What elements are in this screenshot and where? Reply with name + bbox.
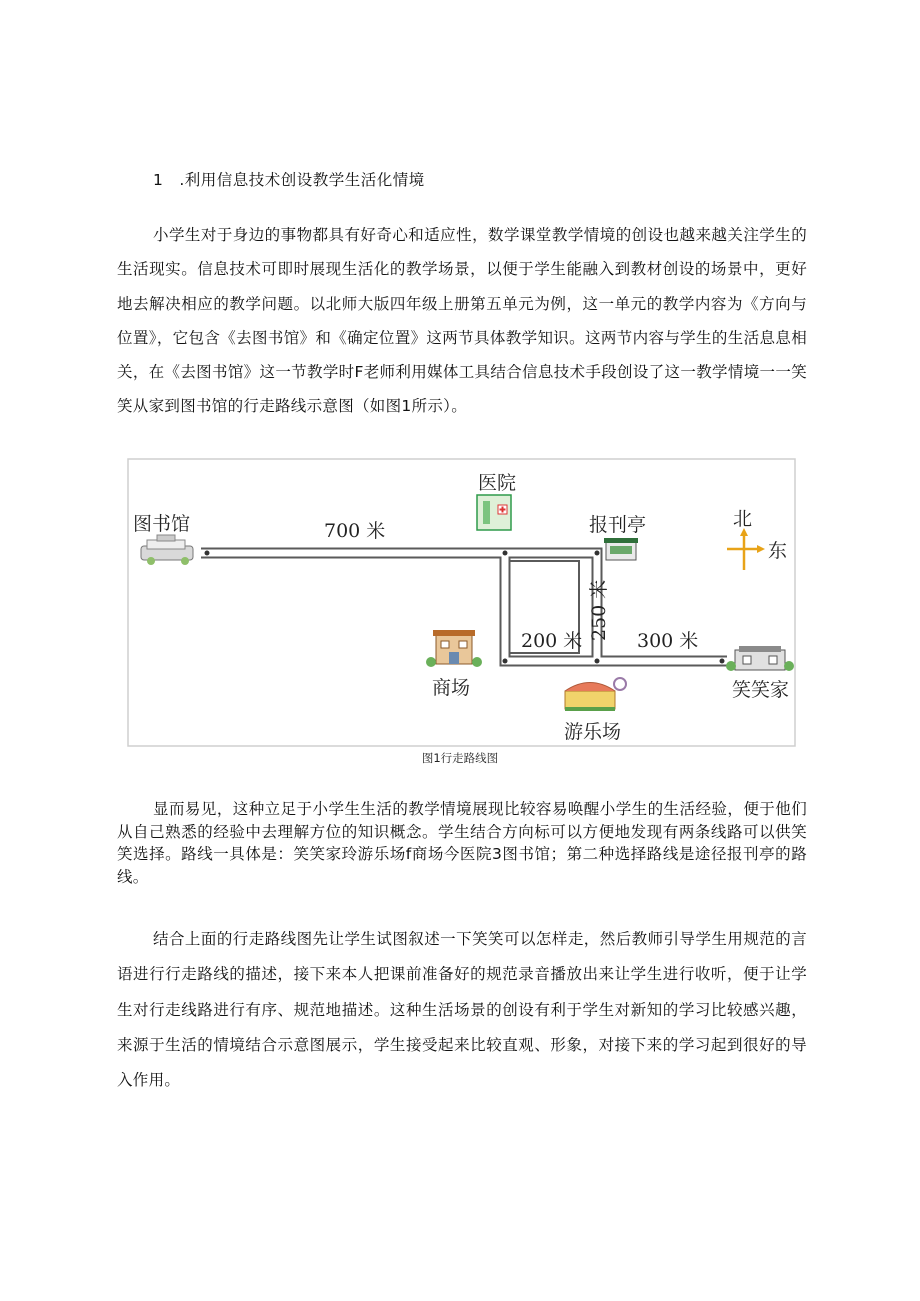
label-hospital: 医院 xyxy=(478,472,517,494)
library-icon xyxy=(141,535,193,565)
home-icon xyxy=(726,646,794,671)
section-heading: 1 .利用信息技术创设教学生活化情境 xyxy=(153,171,425,189)
hospital-icon xyxy=(477,495,511,530)
paragraph-analysis: 显而易见，这种立足于小学生生活的教学情境展现比较容易唤醒小学生的生活经验，便于他们从自己熟悉的经验中去理解方位的知识概念。学生结合方向标可以方便地发现有两条线路可以供笑笑选择。路线一具体是：笑笑家玲游乐场f商场今医院3图书馆；第二种选择路线是途径报刊亭的路线。 xyxy=(117,800,807,887)
figure-caption: 图1行走路线图 xyxy=(421,751,499,765)
label-newsstand: 报刊亭 xyxy=(589,514,647,536)
label-library: 图书馆 xyxy=(133,513,191,535)
label-mall: 商场 xyxy=(432,677,471,699)
figure-border xyxy=(128,459,795,746)
label-home: 笑笑家 xyxy=(732,679,790,701)
paragraph-intro: 小学生对于身边的事物都具有好奇心和适应性，数学课堂教学情境的创设也越来越关注学生的生活现实。信息技术可即时展现生活化的教学场景，以便于学生能融入到教材创设的场景中，更好地去解决相应的教学问题。以北师大版四年级上册第五单元为例，这一单元的教学内容为《方向与位置》，它包含《去图书馆》和《确定位置》这两节具体教学知识。这两节内容与学生的生活息息相关，在《去图书馆》这一节教学时F老师利用媒体工具结合信息技术手段创设了这一教学情境一一笑笑从家到图书馆的行走路线示意图（如图1所示）。 xyxy=(117,226,807,416)
distance-250: 250 米 xyxy=(588,579,610,641)
distance-300: 300 米 xyxy=(637,630,699,652)
compass-north-label: 北 xyxy=(733,508,753,530)
compass-east-label: 东 xyxy=(768,540,788,562)
newsstand-icon xyxy=(604,538,638,560)
route-map-svg xyxy=(127,458,796,747)
distance-700: 700 米 xyxy=(324,520,386,542)
paragraph-conclusion: 结合上面的行走路线图先让学生试图叙述一下笑笑可以怎样走，然后教师引导学生用规范的言语进行行走路线的描述，接下来本人把课前准备好的规范录音播放出来让学生进行收听，便于让学生对行走线路进行有序、规范地描述。这种生活场景的创设有利于学生对新知的学习比较感兴趣，来源于生活的情境结合示意图展示，学生接受起来比较直观、形象，对接下来的学习起到很好的导入作用。 xyxy=(117,930,807,1090)
route-map-figure xyxy=(127,458,796,747)
label-park: 游乐场 xyxy=(564,721,622,743)
distance-200: 200 米 xyxy=(521,630,583,652)
